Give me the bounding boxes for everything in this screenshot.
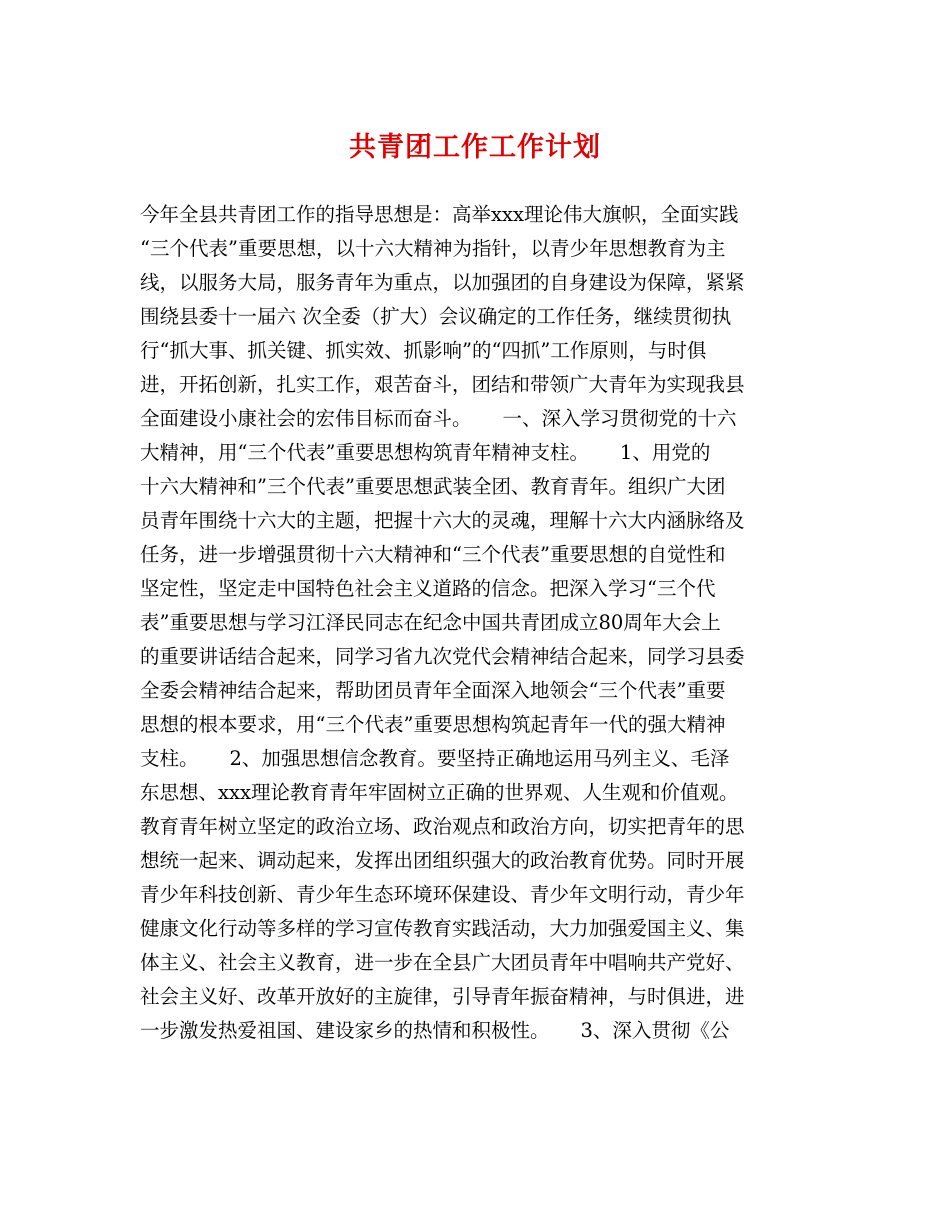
body-line: 全委会精神结合起来，帮助团员青年全面深入地领会“三个代表”重要 bbox=[140, 679, 726, 702]
body-line: 健康文化行动等多样的学习宣传教育实践活动，大力加强爱国主义、集 bbox=[140, 917, 745, 940]
body-line: 表”重要思想与学习江泽民同志在纪念中国共青团成立80周年大会上 bbox=[140, 611, 721, 634]
body-line: 体主义、社会主义教育，进一步在全县广大团员青年中唱响共产党好、 bbox=[140, 951, 745, 974]
body-line: 青少年科技创新、青少年生态环境环保建设、青少年文明行动，青少年 bbox=[140, 883, 745, 906]
body-line: 大精神，用“三个代表”重要思想构筑青年精神支柱。 1、用党的 bbox=[140, 441, 711, 464]
body-line: 围绕县委十一届六 次全委（扩大）会议确定的工作任务，继续贯彻执 bbox=[140, 305, 732, 328]
body-line: 支柱。 2、加强思想信念教育。要坚持正确地运用马列主义、毛泽 bbox=[140, 747, 730, 770]
body-line: 员青年围绕十六大的主题，把握十六大的灵魂，理解十六大内涵脉络及 bbox=[140, 509, 745, 532]
document-title: 共青团工作工作计划 bbox=[349, 132, 601, 163]
body-line: 线，以服务大局，服务青年为重点，以加强团的自身建设为保障，紧紧 bbox=[140, 271, 745, 294]
body-line: 东思想、xxx理论教育青年牢固树立正确的世界观、人生观和价值观。 bbox=[140, 781, 739, 804]
body-line: 坚定性，坚定走中国特色社会主义道路的信念。把深入学习“三个代 bbox=[140, 577, 716, 600]
body-line: 今年全县共青团工作的指导思想是：高举xxx理论伟大旗帜，全面实践 bbox=[140, 203, 739, 226]
document-body bbox=[140, 198, 820, 1048]
body-line: 进，开拓创新，扎实工作，艰苦奋斗，团结和带领广大青年为实现我县 bbox=[140, 373, 745, 396]
body-line: 教育青年树立坚定的政治立场、政治观点和政治方向，切实把青年的思 bbox=[140, 815, 745, 838]
body-line: 的重要讲话结合起来，同学习省九次党代会精神结合起来，同学习县委 bbox=[140, 645, 745, 668]
body-line: “三个代表”重要思想，以十六大精神为指针，以青少年思想教育为主 bbox=[140, 237, 726, 260]
body-line: 思想的根本要求，用“三个代表”重要思想构筑起青年一代的强大精神 bbox=[140, 713, 726, 736]
body-line: 任务，进一步增强贯彻十六大精神和“三个代表”重要思想的自觉性和 bbox=[140, 543, 726, 566]
body-line: 全面建设小康社会的宏伟目标而奋斗。 一、深入学习贯彻党的十六 bbox=[140, 407, 737, 430]
body-line: 想统一起来、调动起来，发挥出团组织强大的政治教育优势。同时开展 bbox=[140, 849, 745, 872]
body-line: 十六大精神和”三个代表”重要思想武装全团、教育青年。组织广大团 bbox=[140, 475, 726, 498]
body-line: 社会主义好、改革开放好的主旋律，引导青年振奋精神，与时俱进，进 bbox=[140, 985, 745, 1008]
body-line: 行“抓大事、抓关键、抓实效、抓影响”的“四抓”工作原则，与时俱 bbox=[140, 339, 707, 362]
body-line: 一步激发热爱祖国、建设家乡的热情和积极性。 3、深入贯彻《公 bbox=[140, 1019, 730, 1042]
